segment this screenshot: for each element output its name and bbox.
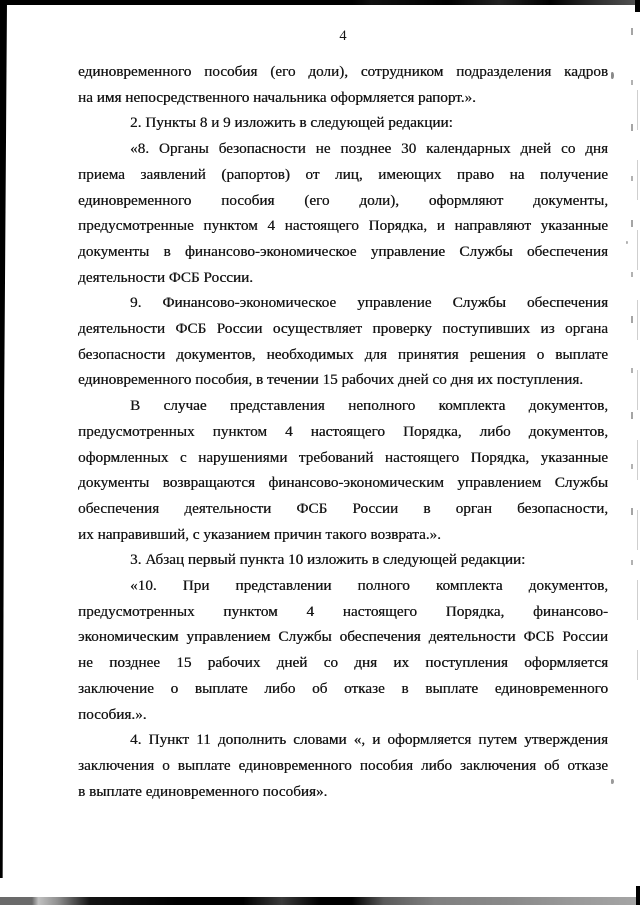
text-line: обеспечения деятельности ФСБ России в орган безопасности, [78, 499, 608, 517]
text-line: экономическим управлением Службы обеспечения деятельности ФСБ России [78, 628, 608, 646]
paragraph [78, 393, 608, 547]
text-line: 2. Пункты 8 и 9 изложить в следующей редакции: [130, 114, 453, 132]
text-line: 3. Абзац первый пункта 10 изложить в следующей редакции: [130, 551, 526, 569]
text-line: на имя непосредственного начальника оформляется рапорт.». [78, 88, 476, 106]
paragraph [78, 110, 608, 136]
text-line: «10. При представлении полного комплекта документов, [130, 577, 608, 595]
text-line: В случае представления неполного комплекта документов, [130, 397, 608, 415]
text-line: «8. Органы безопасности не позднее 30 календарных дней со дня [130, 140, 608, 158]
scan-speck [626, 241, 628, 244]
paragraph [78, 573, 608, 727]
paragraph [78, 290, 608, 393]
scan-speck [611, 779, 614, 784]
scan-speck [611, 72, 614, 79]
text-line: деятельности ФСБ России осуществляет проверку поступивших из органа [78, 320, 608, 338]
scan-dotted-line-right [631, 28, 633, 573]
text-line: единовременного пособия, в течении 15 рабочих дней со дня их поступления. [78, 371, 584, 389]
text-line: деятельности ФСБ России. [78, 268, 253, 286]
text-line: их направивший, с указанием причин такого возврата.». [78, 525, 441, 543]
paragraph [78, 547, 608, 573]
paragraph [78, 59, 608, 110]
text-line: единовременного пособия (его доли), оформляют документы, [78, 191, 608, 209]
text-line: предусмотренные пунктом 4 настоящего Порядка, и направляют указанные [78, 217, 608, 235]
text-line: заключение о выплате либо об отказе в выплате единовременного [78, 679, 608, 697]
paragraph [78, 727, 608, 804]
scan-edge-right-faint [637, 90, 638, 680]
page-number: 4 [339, 28, 347, 44]
scan-corner-mark-top-right [635, 0, 640, 12]
text-line: не позднее 15 рабочих дней со дня их поступления оформляется [78, 654, 608, 672]
text-line: безопасности документов, необходимых для принятия решения о выплате [78, 345, 608, 363]
text-line: 9. Финансово-экономическое управление Службы обеспечения [130, 294, 608, 312]
text-line: единовременного пособия (его доли), сотрудником подразделения кадров [78, 63, 608, 80]
text-line: в выплате единовременного пособия». [78, 782, 328, 800]
scan-corner-mark-bottom-right [636, 886, 640, 905]
text-line: документы в финансово-экономическое управление Службы обеспечения [78, 242, 608, 260]
document-body [78, 59, 608, 804]
text-line: предусмотренных пунктом 4 настоящего Порядка, финансово- [78, 602, 608, 620]
scan-edge-bottom [0, 897, 640, 905]
scan-edge-left [0, 0, 7, 878]
text-line: заключения о выплате единовременного пособия либо заключения об отказе [78, 756, 608, 774]
text-line: 4. Пункт 11 дополнить словами «, и оформляется путем утверждения [130, 731, 608, 749]
scan-edge-top [0, 0, 640, 5]
text-line: пособия.». [78, 705, 147, 723]
text-line: предусмотренных пунктом 4 настоящего Порядка, либо документов, [78, 422, 608, 440]
text-line: документы возвращаются финансово-экономическим управлением Службы [78, 474, 608, 492]
paragraph [78, 136, 608, 290]
text-line: приема заявлений (рапортов) от лиц, имеющих право на получение [78, 165, 608, 183]
text-line: оформленных с нарушениями требований настоящего Порядка, указанные [78, 448, 608, 466]
